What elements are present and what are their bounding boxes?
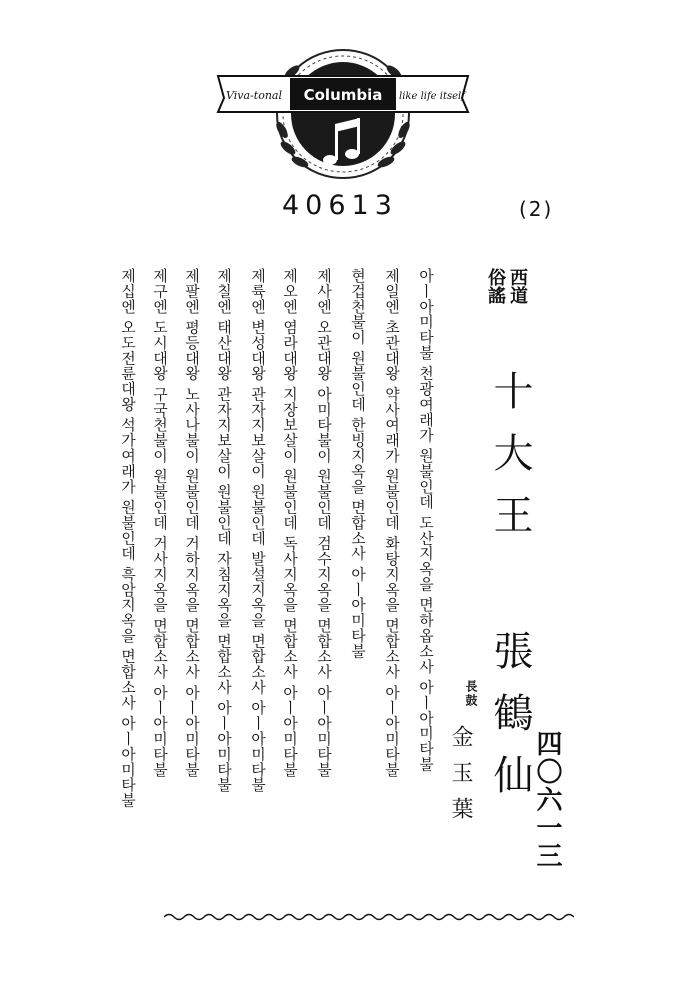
lyric-line: 제구엔 도시대왕 구국천불이 원불인데 거사지옥을 면합소사 아ㅣ아미타불 [151, 268, 168, 778]
lyric-line: 현겁천불이 원불인데 한빙지옥을 면합소사 아ㅣ아미타불 [349, 268, 366, 659]
lyric-line: 제팔엔 평등대왕 노사나불이 원불인데 거하지옥을 면합소사 아ㅣ아미타불 [183, 268, 200, 778]
lyric-line: 제칠엔 태산대왕 관자지보살이 원불인데 자침지옥을 면합소사 아ㅣ아미타불 [215, 268, 232, 793]
catalog-number-hanja: 四〇六一三 [532, 730, 562, 870]
slogan-right: like life itself [399, 91, 465, 102]
slogan-left: Viva-tonal [226, 89, 282, 102]
performer-role: 長鼓 [464, 680, 478, 708]
performer-name: 金玉葉 [448, 725, 473, 833]
lyric-line: 제륙엔 변성대왕 관자지보살이 원불인데 발설지옥을 면합소사 아ㅣ아미타불 [249, 268, 266, 793]
lyric-line: 제오엔 염라대왕 지장보살이 원불인데 독사지옥을 면합소사 아ㅣ아미타불 [281, 268, 298, 778]
genre-line-2 [486, 268, 508, 304]
genre-line-1-text: 西道 [507, 268, 528, 304]
bottom-border [164, 912, 574, 922]
song-title: 十大王 [487, 370, 533, 556]
lyric-line: 제사엔 오관대왕 아미타불이 원불인데 검수지옥을 면합소사 아ㅣ아미타불 [315, 268, 332, 778]
columbia-logo [212, 40, 474, 180]
brand-text: Columbia [303, 86, 383, 104]
record-side: (2) [519, 197, 554, 221]
lyric-line: 제십엔 오도전륜대왕 석가여래가 원불인데 흑암지옥을 면합소사 아ㅣ아미타불 [119, 268, 136, 809]
genre-line-1 [508, 268, 530, 304]
lead-singer: 張鶴仙 [487, 630, 533, 816]
genre-line-2-text: 俗謠 [485, 268, 506, 304]
catalog-number: 40613 [282, 190, 398, 221]
lyric-line: 제일엔 초관대왕 약사여래가 원불인데 화탕지옥을 면합소사 아ㅣ아미타불 [383, 268, 400, 778]
lyric-line: 아ㅣ아미타불 천광여래가 원불인데 도산지옥을 면하옵소사 아ㅣ아미타불 [417, 268, 434, 772]
